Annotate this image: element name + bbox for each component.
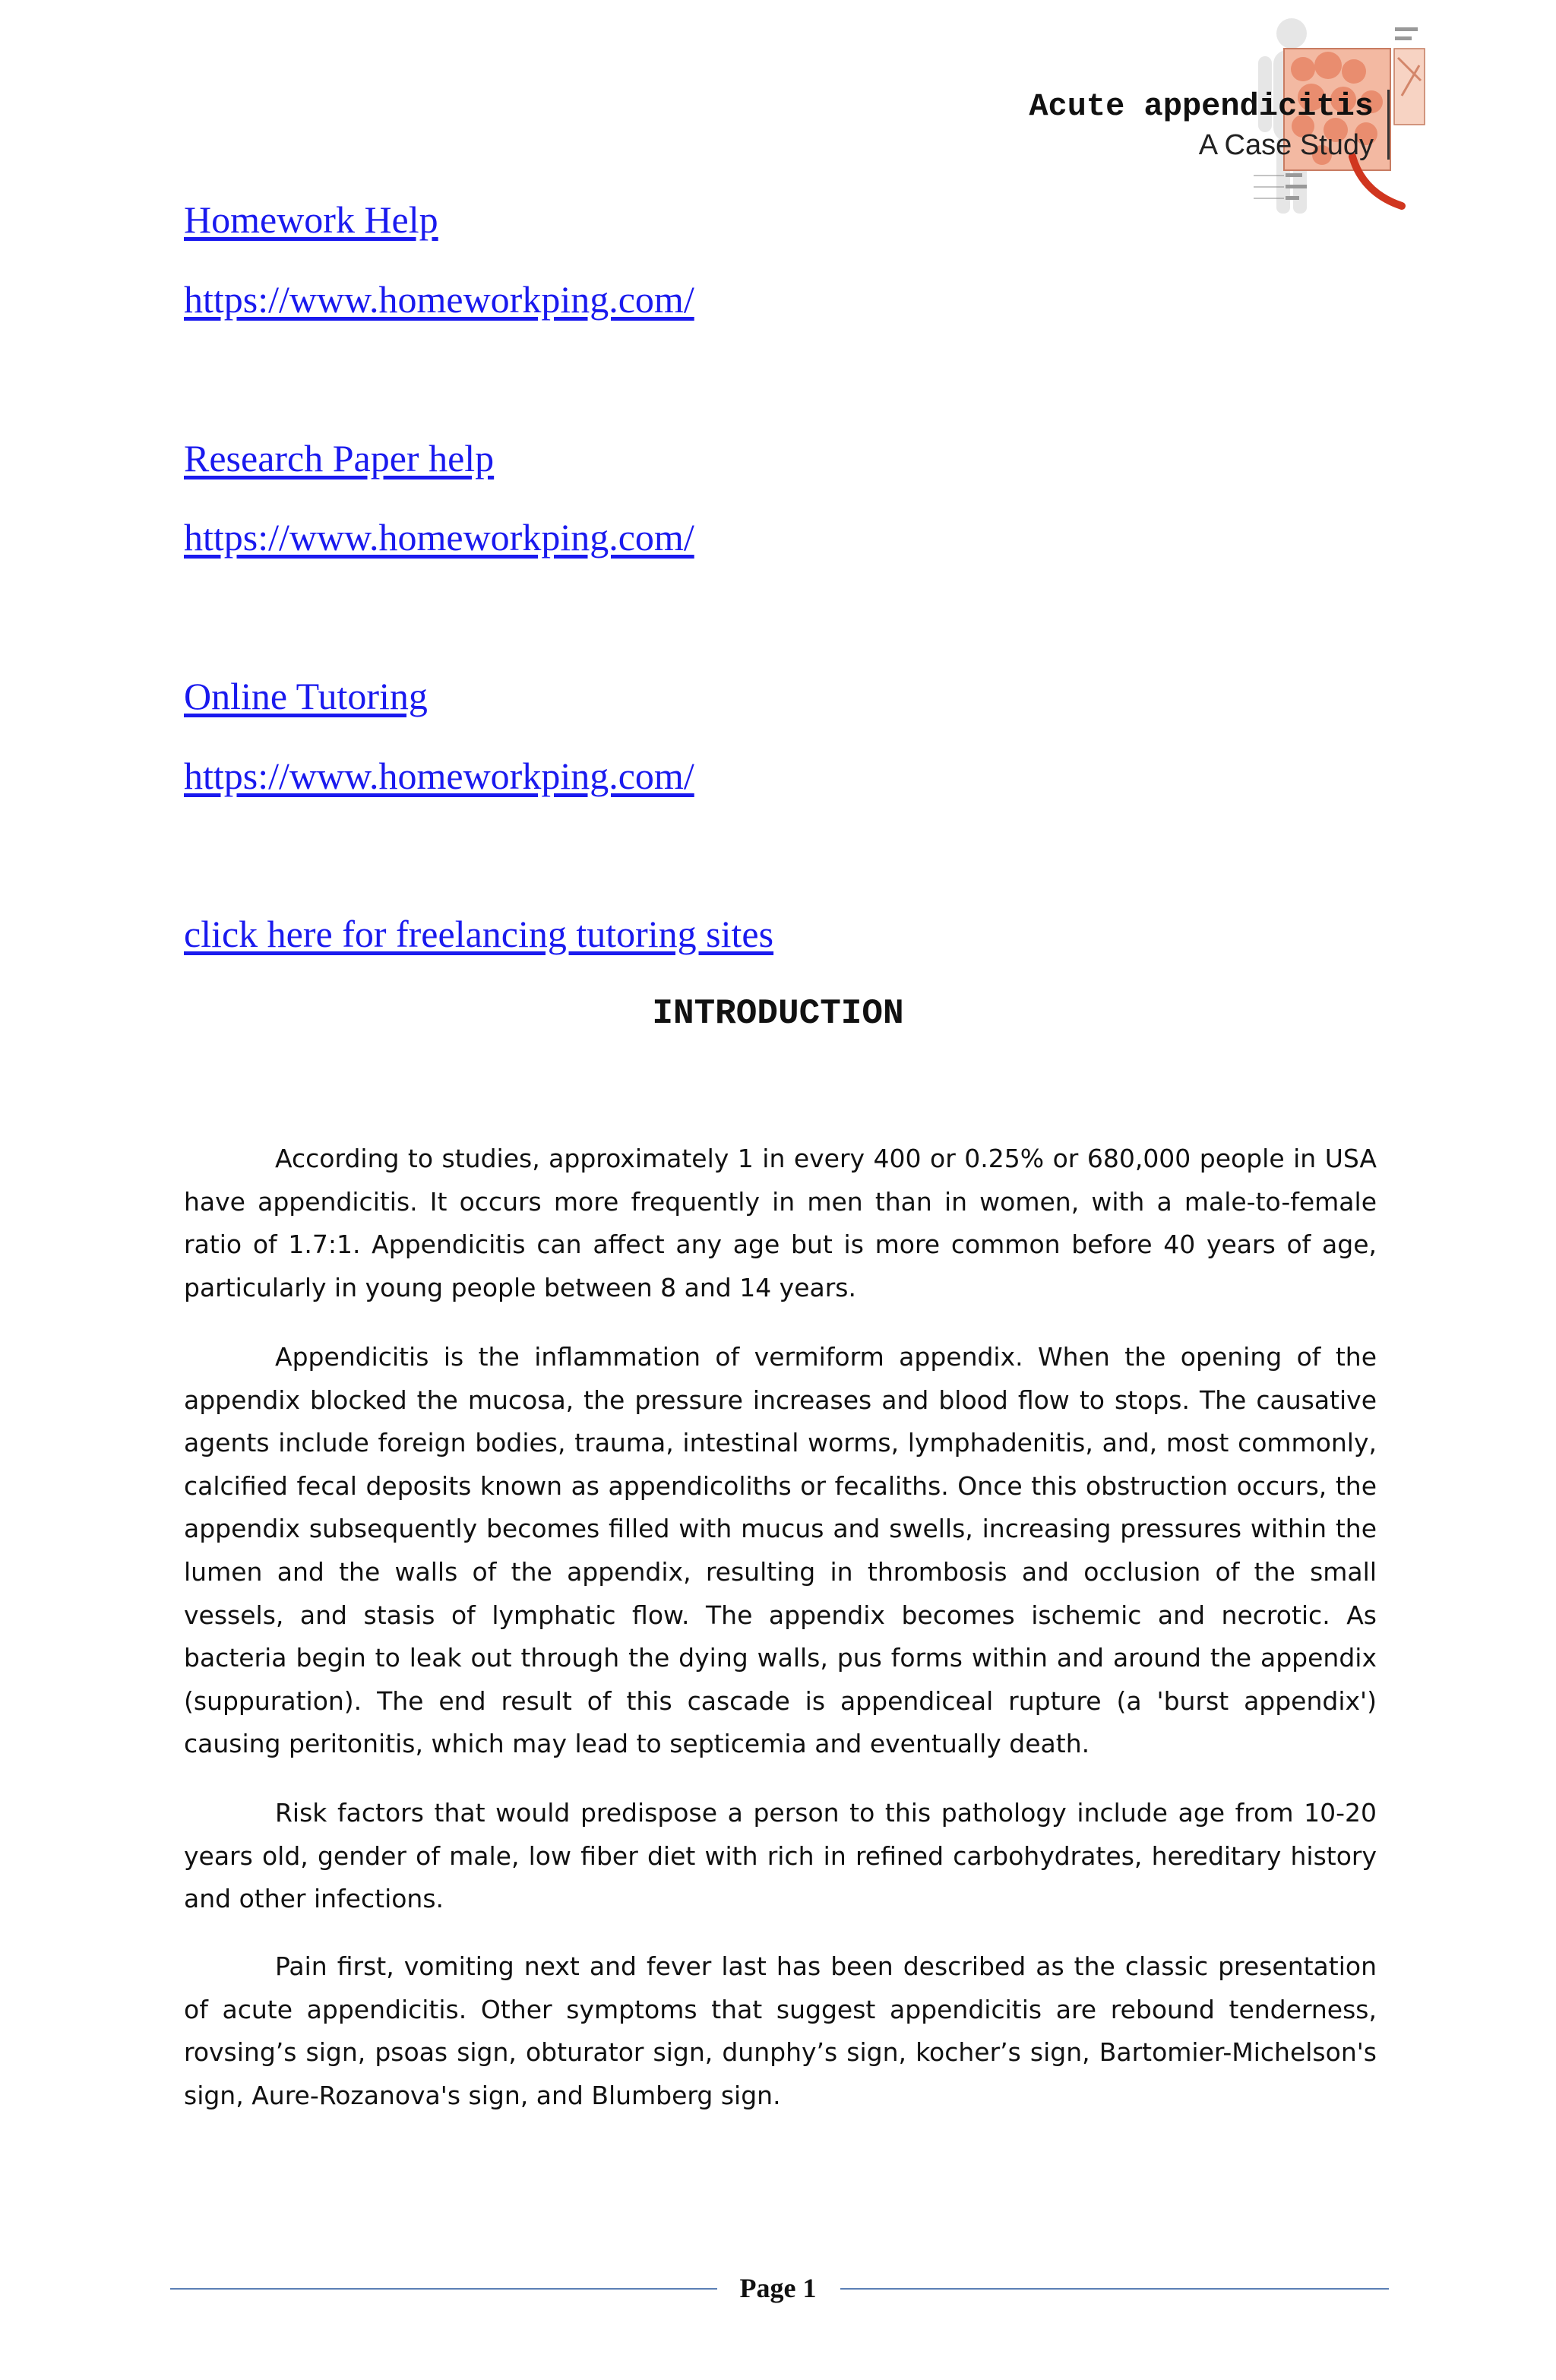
paragraph-symptoms: Pain first, vomiting next and fever last has been described as the classic presentation of acute appendicitis. Other symptoms that suggest appendicitis are rebound tenderness, rovsing’s sign, psoas sign, obturator sign, dunphy’s sign, kocher’s sign, Bartomier-Michelson's sign, Aure-Rozanova's sign, and Blumberg sign. bbox=[184, 1951, 1377, 2110]
header-divider bbox=[1387, 90, 1390, 160]
freelancing-tutoring-sites-link[interactable]: click here for freelancing tutoring sites bbox=[184, 913, 774, 955]
research-paper-url-link[interactable]: https://www.homeworkping.com/ bbox=[184, 516, 694, 559]
paragraph-pathophysiology: Appendicitis is the inflammation of vermiform appendix. When the opening of the appendix blocked the mucosa, the pressure increases and blood flow to stops. The causative agents include foreign bodies, trauma, intestinal worms, lymphadenitis, and, most commonly, calcified fecal deposits known as appendicoliths or fecaliths. Once this obstruction occurs, the appendix subsequently becomes filled with mucus and swells, increasing pressures within the lumen and the walls of the appendix, resulting in thrombosis and occlusion of the small vessels, and stasis of lymphatic flow. The appendix becomes ischemic and necrotic. As bacteria begin to leak out through the dying walls, pus forms within and around the appendix (suppuration). The end result of this cascade is appendiceal rupture (a 'burst appendix') causing peritonitis, which may lead to septicemia and eventually death. bbox=[184, 1342, 1377, 1759]
page-number: Page 1 bbox=[739, 2273, 817, 2303]
paragraph-prevalence: According to studies, approximately 1 in every 400 or 0.25% or 680,000 people in USA have appendicitis. It occurs more frequently in men than in women, with a male-to-female ratio of 1.7:1. Appendicitis can affect any age but is more common before 40 years of age, particularly in young people between 8 and 14 years. bbox=[184, 1144, 1377, 1302]
online-tutoring-link[interactable]: Online Tutoring bbox=[184, 675, 428, 717]
online-tutoring-url-link[interactable]: https://www.homeworkping.com/ bbox=[184, 755, 694, 797]
header-subtitle: A Case Study bbox=[1198, 129, 1374, 161]
research-paper-help-link[interactable]: Research Paper help bbox=[184, 437, 495, 479]
paragraph-risk-factors: Risk factors that would predispose a person to this pathology include age from 10-20 years old, gender of male, low fiber diet with rich in refined carbohydrates, hereditary history and other infections. bbox=[184, 1798, 1377, 1914]
section-heading: INTRODUCTION bbox=[652, 994, 904, 1033]
homework-help-url-link[interactable]: https://www.homeworkping.com/ bbox=[184, 278, 694, 321]
homework-help-link[interactable]: Homework Help bbox=[184, 198, 438, 241]
header-title: Acute appendicitis bbox=[1029, 88, 1374, 125]
